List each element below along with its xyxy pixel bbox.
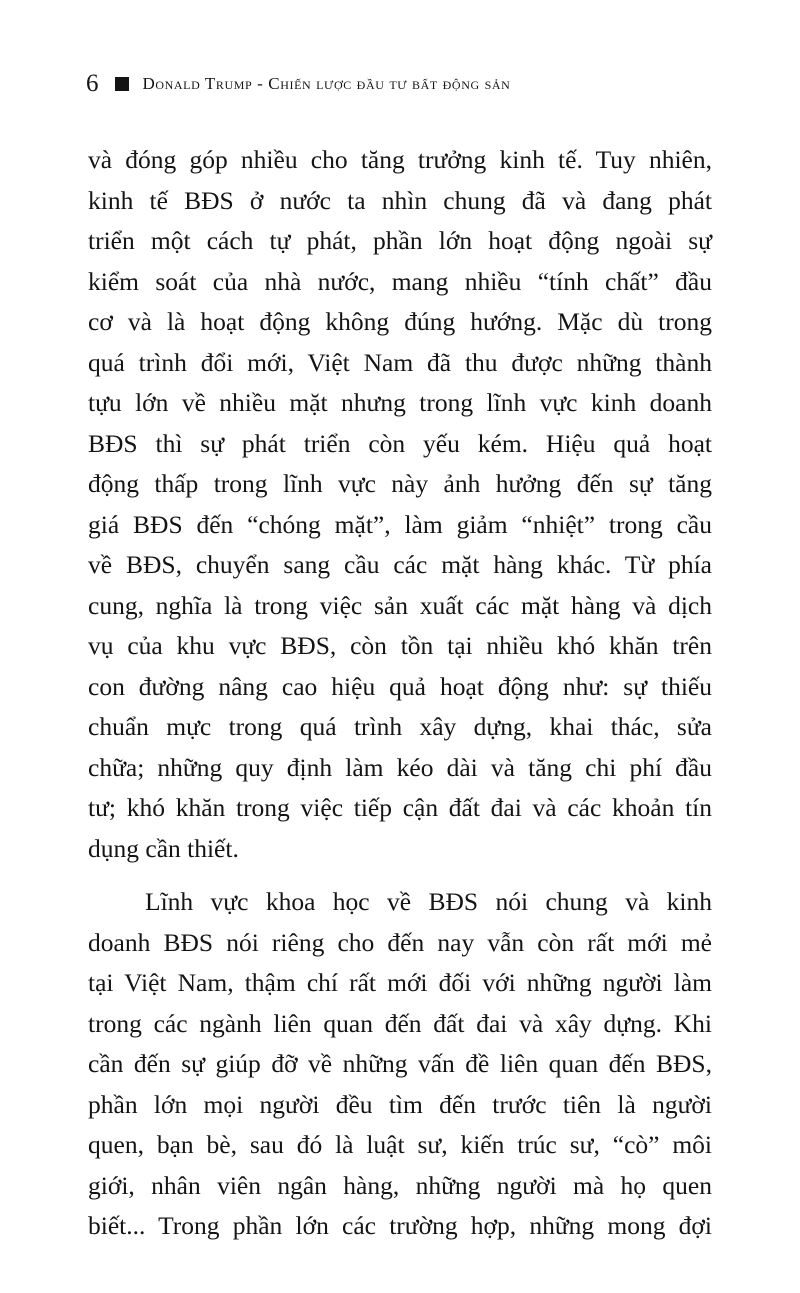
text-line: cần đến sự giúp đỡ về những vấn đề liên quan đến BĐS, — [88, 1049, 712, 1078]
text-line: tựu lớn về nhiều mặt nhưng trong lĩnh vực kinh doanh — [88, 388, 712, 417]
text-line: giá BĐS đến “chóng mặt”, làm giảm “nhiệt” trong cầu — [88, 509, 712, 539]
text-line: kinh tế BĐS ở nước ta nhìn chung đã và đang phát — [88, 185, 712, 215]
text-line: động thấp trong lĩnh vực này ảnh hưởng đến sự tăng — [88, 469, 712, 498]
page-number: 6 — [86, 70, 99, 97]
text-line: dụng cần thiết. — [88, 833, 239, 863]
text-line: BĐS thì sự phát triển còn yếu kém. Hiệu quả hoạt — [88, 428, 712, 458]
text-line: triển một cách tự phát, phần lớn hoạt động ngoài sự — [88, 226, 712, 255]
text-line: tư; khó khăn trong việc tiếp cận đất đai và các khoản tín — [88, 793, 712, 822]
text-line: vụ của khu vực BĐS, còn tồn tại nhiều khó khăn trên — [88, 631, 712, 660]
text-line: và đóng góp nhiều cho tăng trưởng kinh tế. Tuy nhiên, — [88, 145, 712, 174]
text-line: chuẩn mực trong quá trình xây dựng, khai thác, sửa — [88, 712, 712, 741]
text-line: về BĐS, chuyển sang cầu các mặt hàng khác. Từ phía — [88, 550, 712, 579]
text-line: giới, nhân viên ngân hàng, những người mà họ quen — [88, 1170, 712, 1200]
running-title: Donald Trump - Chiến lược đầu tư bất động sản — [142, 74, 511, 93]
text-line: doanh BĐS nói riêng cho đến nay vẫn còn rất mới mẻ — [88, 927, 712, 957]
paragraph-2 — [88, 882, 712, 1247]
text-line: phần lớn mọi người đều tìm đến trước tiên là người — [88, 1089, 712, 1119]
text-line: Lĩnh vực khoa học về BĐS nói chung và kinh — [145, 887, 712, 916]
text-line: trong các ngành liên quan đến đất đai và xây dựng. Khi — [88, 1008, 712, 1038]
text-line: biết... Trong phần lớn các trường hợp, những mong đợi — [88, 1211, 712, 1240]
text-line: chữa; những quy định làm kéo dài và tăng chi phí đầu — [88, 752, 712, 782]
text-line: cung, nghĩa là trong việc sản xuất các mặt hàng và dịch — [88, 590, 712, 620]
text-line: cơ và là hoạt động không đúng hướng. Mặc dù trong — [88, 307, 712, 336]
text-line: kiểm soát của nhà nước, mang nhiều “tính chất” đầu — [88, 266, 712, 296]
text-line: quá trình đổi mới, Việt Nam đã thu được những thành — [88, 347, 712, 377]
text-line: tại Việt Nam, thậm chí rất mới đối với những người làm — [88, 968, 712, 997]
paragraph-1 — [88, 140, 712, 869]
text-line: quen, bạn bè, sau đó là luật sư, kiến trúc sư, “cò” môi — [88, 1130, 712, 1159]
body-text — [88, 140, 712, 1247]
running-header — [86, 66, 510, 102]
square-bullet-icon — [115, 77, 129, 91]
text-line: con đường nâng cao hiệu quả hoạt động như: sự thiếu — [88, 671, 712, 701]
